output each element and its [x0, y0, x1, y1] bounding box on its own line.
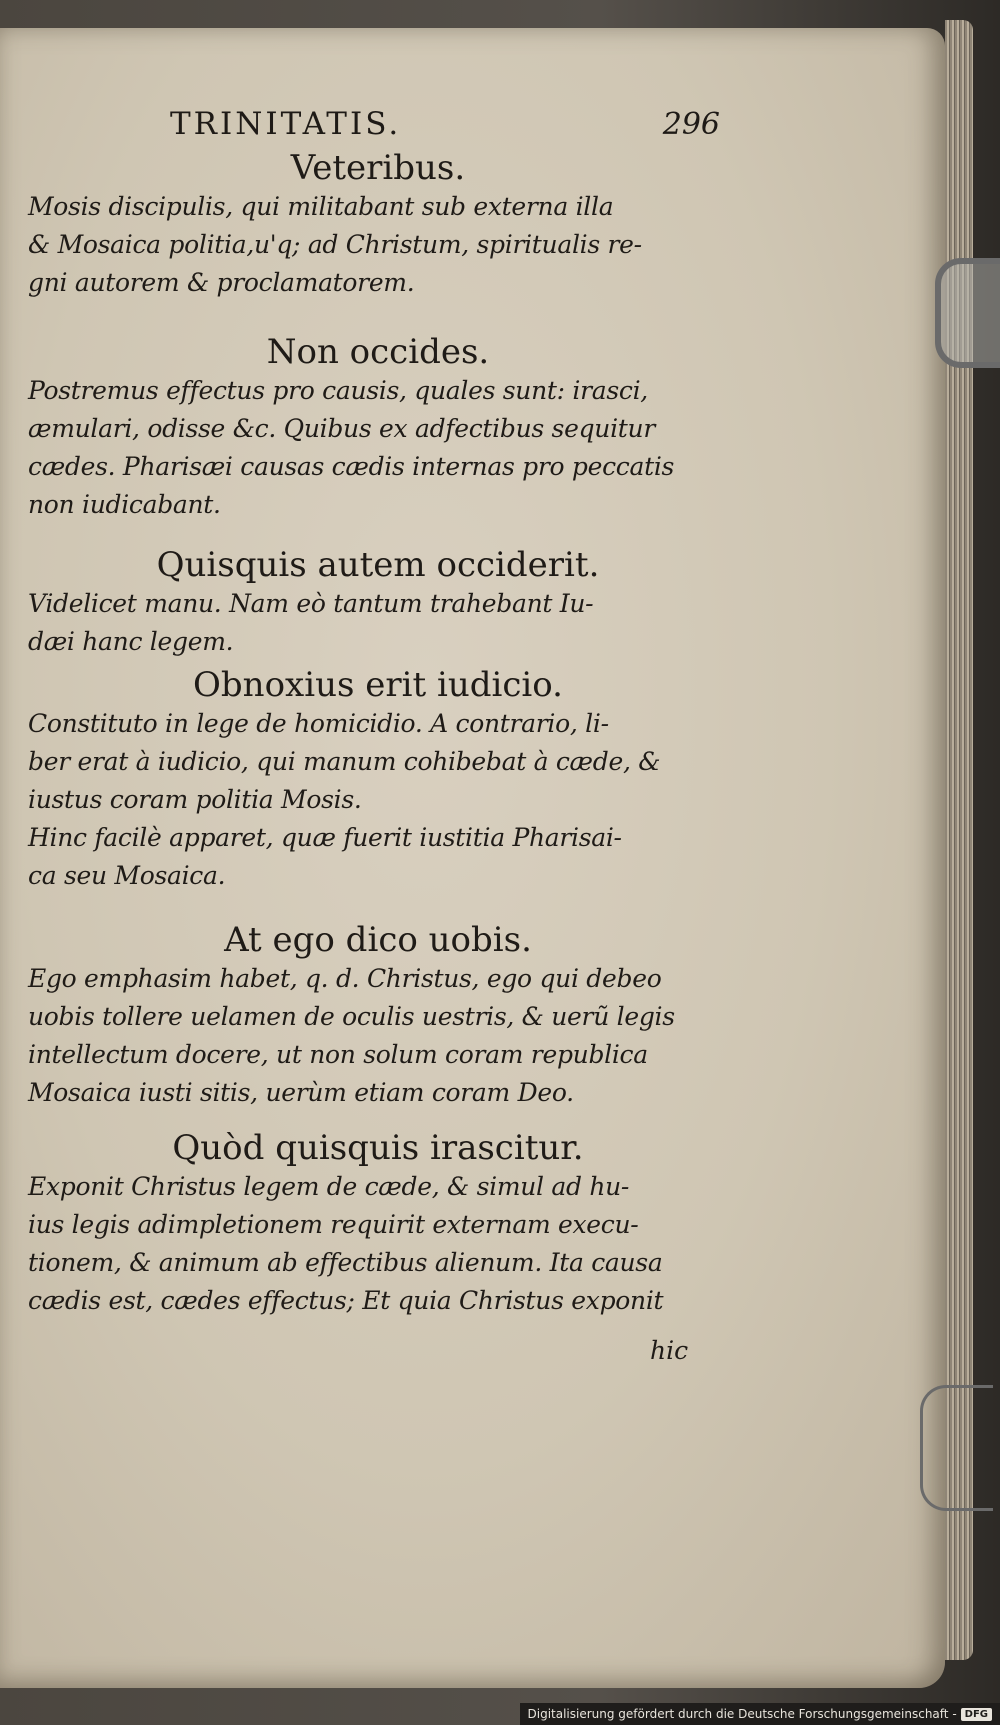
text-line: Videlicet manu. Nam eò tantum trahebant Iu- — [28, 589, 594, 618]
text-line: gni autorem & proclamatorem. — [28, 268, 415, 297]
text-line: uobis tollere uelamen de oculis uestris, & uerũ legis — [28, 1002, 675, 1031]
section-text — [28, 372, 728, 524]
section-obnoxius — [28, 665, 728, 895]
section-heading: Quòd quisquis irascitur. — [172, 1128, 584, 1168]
text-line: Constituto in lege de homicidio. A contrario, li- — [28, 709, 609, 738]
text-line: ius legis adimpletionem requirit externam execu- — [28, 1210, 639, 1239]
text-line: æmulari, odisse &c. Quibus ex adfectibus sequitur — [28, 414, 655, 443]
section-heading: Quisquis autem occiderit. — [156, 545, 600, 585]
book-clasp-top — [935, 258, 1000, 368]
text-line: Hinc facilè apparet, quæ fuerit iustitia Pharisai- — [28, 823, 622, 852]
text-line: tionem, & animum ab effectibus alienum. Ita causa — [28, 1248, 663, 1277]
text-line: iustus coram politia Mosis. — [28, 785, 362, 814]
text-line: ber erat à iudicio, qui manum cohibebat à cæde, & — [28, 747, 661, 776]
section-non-occides — [28, 332, 728, 524]
footer-credit: Digitalisierung gefördert durch die Deutsche Forschungsgemeinschaft - — [527, 1707, 957, 1721]
section-text — [28, 1168, 728, 1320]
text-line: non iudicabant. — [28, 490, 221, 519]
text-line: ca seu Mosaica. — [28, 861, 226, 890]
section-text — [28, 705, 728, 895]
text-line: Exponit Christus legem de cæde, & simul ad hu- — [28, 1172, 630, 1201]
text-line: Postremus effectus pro causis, quales sunt: irasci, — [28, 376, 648, 405]
page-number: 296 — [662, 107, 720, 142]
section-quod-quisquis — [28, 1128, 728, 1320]
section-heading: Obnoxius erit iudicio. — [193, 665, 563, 705]
text-line: dæi hanc legem. — [28, 627, 234, 656]
catchword: hic — [650, 1336, 689, 1365]
text-line: & Mosaica politia,u'q; ad Christum, spiritualis re- — [28, 230, 642, 259]
page-header — [170, 106, 720, 142]
section-heading: At ego dico uobis. — [224, 920, 532, 960]
section-veteribus — [28, 148, 728, 302]
section-heading: Veteribus. — [290, 148, 466, 188]
section-at-ego — [28, 920, 728, 1112]
dfg-logo: DFG — [961, 1708, 992, 1721]
text-line: Mosis discipulis, qui militabant sub externa illa — [28, 192, 614, 221]
book-clasp-bottom — [920, 1385, 993, 1511]
text-line: Ego emphasim habet, q. d. Christus, ego qui debeo — [28, 964, 662, 993]
text-line: intellectum docere, ut non solum coram republica — [28, 1040, 648, 1069]
text-line: cædes. Pharisæi causas cædis internas pro peccatis — [28, 452, 675, 481]
section-quisquis-autem — [28, 545, 728, 661]
section-text — [28, 188, 728, 302]
digitization-footer — [520, 1703, 1000, 1725]
section-text — [28, 960, 728, 1112]
section-heading: Non occides. — [266, 332, 490, 372]
text-line: Mosaica iusti sitis, uerùm etiam coram Deo. — [28, 1078, 574, 1107]
running-head: TRINITATIS. — [170, 106, 402, 142]
text-line: cædis est, cædes effectus; Et quia Christus exponit — [28, 1286, 664, 1315]
section-text — [28, 585, 728, 661]
